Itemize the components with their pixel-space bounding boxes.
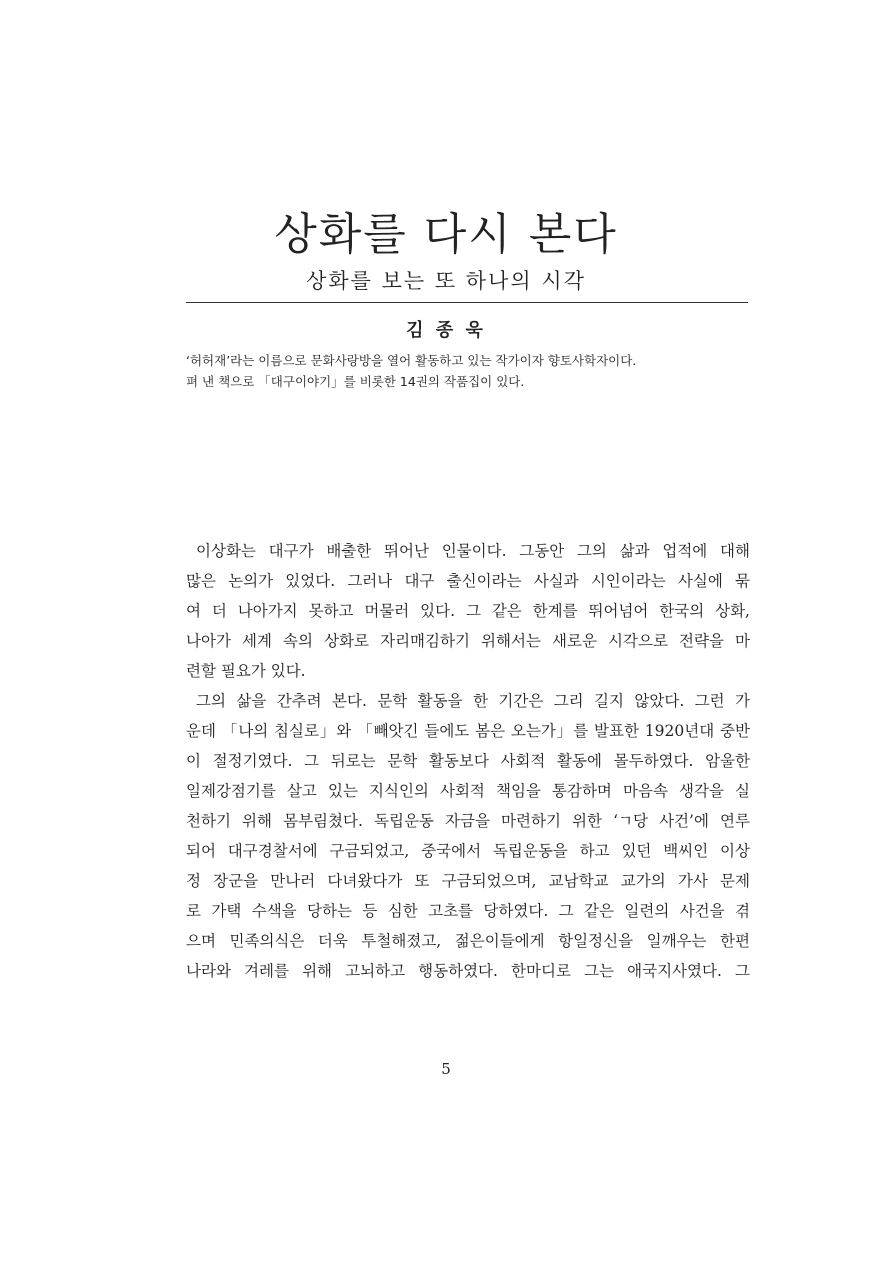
paragraph-2-line: 천하기 위해 몸부림쳤다. 독립운동 자금을 마련하기 위한 ‘ㄱ당 사건’에 연루 bbox=[186, 812, 750, 830]
paragraph-2-line: 로 가택 수색을 당하는 등 심한 고초를 당하였다. 그 같은 일련의 사건을 겪 bbox=[186, 902, 750, 920]
author-name: 김 종 욱 bbox=[406, 320, 486, 341]
paragraph-2-line: 그의 삶을 간추려 본다. 문학 활동을 한 기간은 그리 길지 않았다. 그런 가 bbox=[196, 692, 750, 710]
paragraph-1-line: 이상화는 대구가 배출한 뛰어난 인물이다. 그동안 그의 삶과 업적에 대해 bbox=[196, 542, 750, 560]
page-number: 5 bbox=[441, 1060, 451, 1078]
paragraph-2-line: 일제강점기를 살고 있는 지식인의 사회적 책임을 통감하며 마음속 생각을 실 bbox=[186, 782, 750, 800]
paragraph-2-line: 이 절정기였다. 그 뒤로는 문학 활동보다 사회적 활동에 몰두하였다. 암울한 bbox=[186, 752, 750, 770]
paragraph-2-line: 정 장군을 만나러 다녀왔다가 또 구금되었으며, 교남학교 교가의 가사 문제 bbox=[186, 872, 750, 890]
author-bio-line: ‘허허재’라는 이름으로 문화사랑방을 열어 활동하고 있는 작가이자 향토사학자이다. bbox=[186, 353, 637, 368]
page-subtitle: 상화를 보는 또 하나의 시각 bbox=[306, 269, 586, 293]
paragraph-2-line: 운데 「나의 침실로」와 「빼앗긴 들에도 봄은 오는가」를 발표한 1920년대 중반 bbox=[186, 722, 750, 740]
paragraph-2-line: 나라와 겨레를 위해 고뇌하고 행동하였다. 한마디로 그는 애국지사였다. 그 bbox=[186, 962, 750, 980]
title-divider bbox=[186, 302, 748, 303]
author-bio bbox=[186, 350, 756, 392]
paragraph-2-line: 으며 민족의식은 더욱 투철해졌고, 젊은이들에게 항일정신을 일깨우는 한편 bbox=[186, 932, 750, 950]
paragraph-1-line: 나아가 세계 속의 상화로 자리매김하기 위해서는 새로운 시각으로 전략을 마 bbox=[186, 632, 750, 650]
paragraph-2-line: 되어 대구경찰서에 구금되었고, 중국에서 독립운동을 하고 있던 백씨인 이상 bbox=[186, 842, 750, 860]
body-text bbox=[186, 536, 750, 986]
paragraph-1-line: 련할 필요가 있다. bbox=[186, 662, 306, 680]
paragraph-1-line: 많은 논의가 있었다. 그러나 대구 출신이라는 사실과 시인이라는 사실에 묶 bbox=[186, 572, 750, 590]
author-bio-line: 펴 낸 책으로 「대구이야기」를 비롯한 14권의 작품집이 있다. bbox=[186, 374, 525, 389]
paragraph-1-line: 여 더 나아가지 못하고 머물러 있다. 그 같은 한계를 뛰어넘어 한국의 상화, bbox=[186, 602, 750, 620]
page-title: 상화를 다시 본다 bbox=[274, 209, 618, 260]
